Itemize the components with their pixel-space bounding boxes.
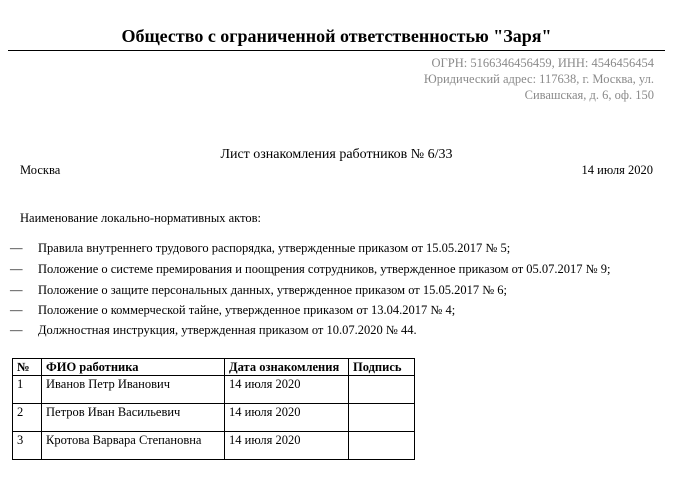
requisites-line-ogrn-inn: ОГРН: 5166346456459, ИНН: 4546456454 (431, 56, 654, 70)
acknowledgement-date: 14 июля 2020 (225, 376, 349, 404)
employee-name: Иванов Петр Иванович (42, 376, 225, 404)
act-text: Положение о защите персональных данных, утвержденное приказом от 15.05.2017 № 6; (38, 283, 508, 297)
table-row (13, 432, 415, 460)
signature-cell (349, 404, 415, 432)
organization-name: Общество с ограниченной ответственностью "Заря" (121, 26, 552, 46)
act-list-item (10, 323, 417, 338)
employee-name: Петров Иван Васильевич (42, 404, 225, 432)
signature-cell (349, 376, 415, 404)
signature-cell (349, 432, 415, 460)
header-divider (8, 50, 665, 51)
act-list-item (10, 262, 610, 277)
act-list-item (10, 241, 510, 256)
column-header-date: Дата ознакомления (225, 359, 349, 376)
table-row (13, 376, 415, 404)
acknowledgement-date: 14 июля 2020 (225, 432, 349, 460)
row-number: 3 (13, 432, 42, 460)
act-text: Правила внутреннего трудового распорядка, утвержденные приказом от 15.05.2017 № 5; (38, 241, 511, 255)
column-header-signature: Подпись (349, 359, 415, 376)
acts-heading: Наименование локально-нормативных актов: (20, 211, 262, 225)
act-list-item (10, 283, 507, 298)
document-city: Москва (20, 163, 61, 177)
act-text: Положение о системе премирования и поощрения сотрудников, утвержденное приказом от 05.07.2017 № 9; (38, 262, 611, 276)
acknowledgement-table (12, 358, 415, 460)
act-text: Должностная инструкция, утвержденная приказом от 10.07.2020 № 44. (38, 323, 417, 337)
acknowledgement-date: 14 июля 2020 (225, 404, 349, 432)
document-title: Лист ознакомления работников № 6/33 (220, 147, 453, 162)
dash-bullet: — (10, 262, 23, 276)
dash-bullet: — (10, 323, 23, 337)
requisites-line-address: Юридический адрес: 117638, г. Москва, ул. (423, 72, 654, 86)
dash-bullet: — (10, 283, 23, 297)
employee-name: Кротова Варвара Степановна (42, 432, 225, 460)
act-text: Положение о коммерческой тайне, утвержденное приказом от 13.04.2017 № 4; (38, 303, 456, 317)
dash-bullet: — (10, 303, 23, 317)
column-header-number: № (13, 359, 42, 376)
row-number: 2 (13, 404, 42, 432)
table-header-row (13, 359, 415, 376)
table-row (13, 404, 415, 432)
requisites-line-address-cont: Сивашская, д. 6, оф. 150 (524, 88, 654, 102)
dash-bullet: — (10, 241, 23, 255)
act-list-item (10, 303, 455, 318)
document-date: 14 июля 2020 (581, 163, 653, 177)
row-number: 1 (13, 376, 42, 404)
column-header-employee-name: ФИО работника (42, 359, 225, 376)
